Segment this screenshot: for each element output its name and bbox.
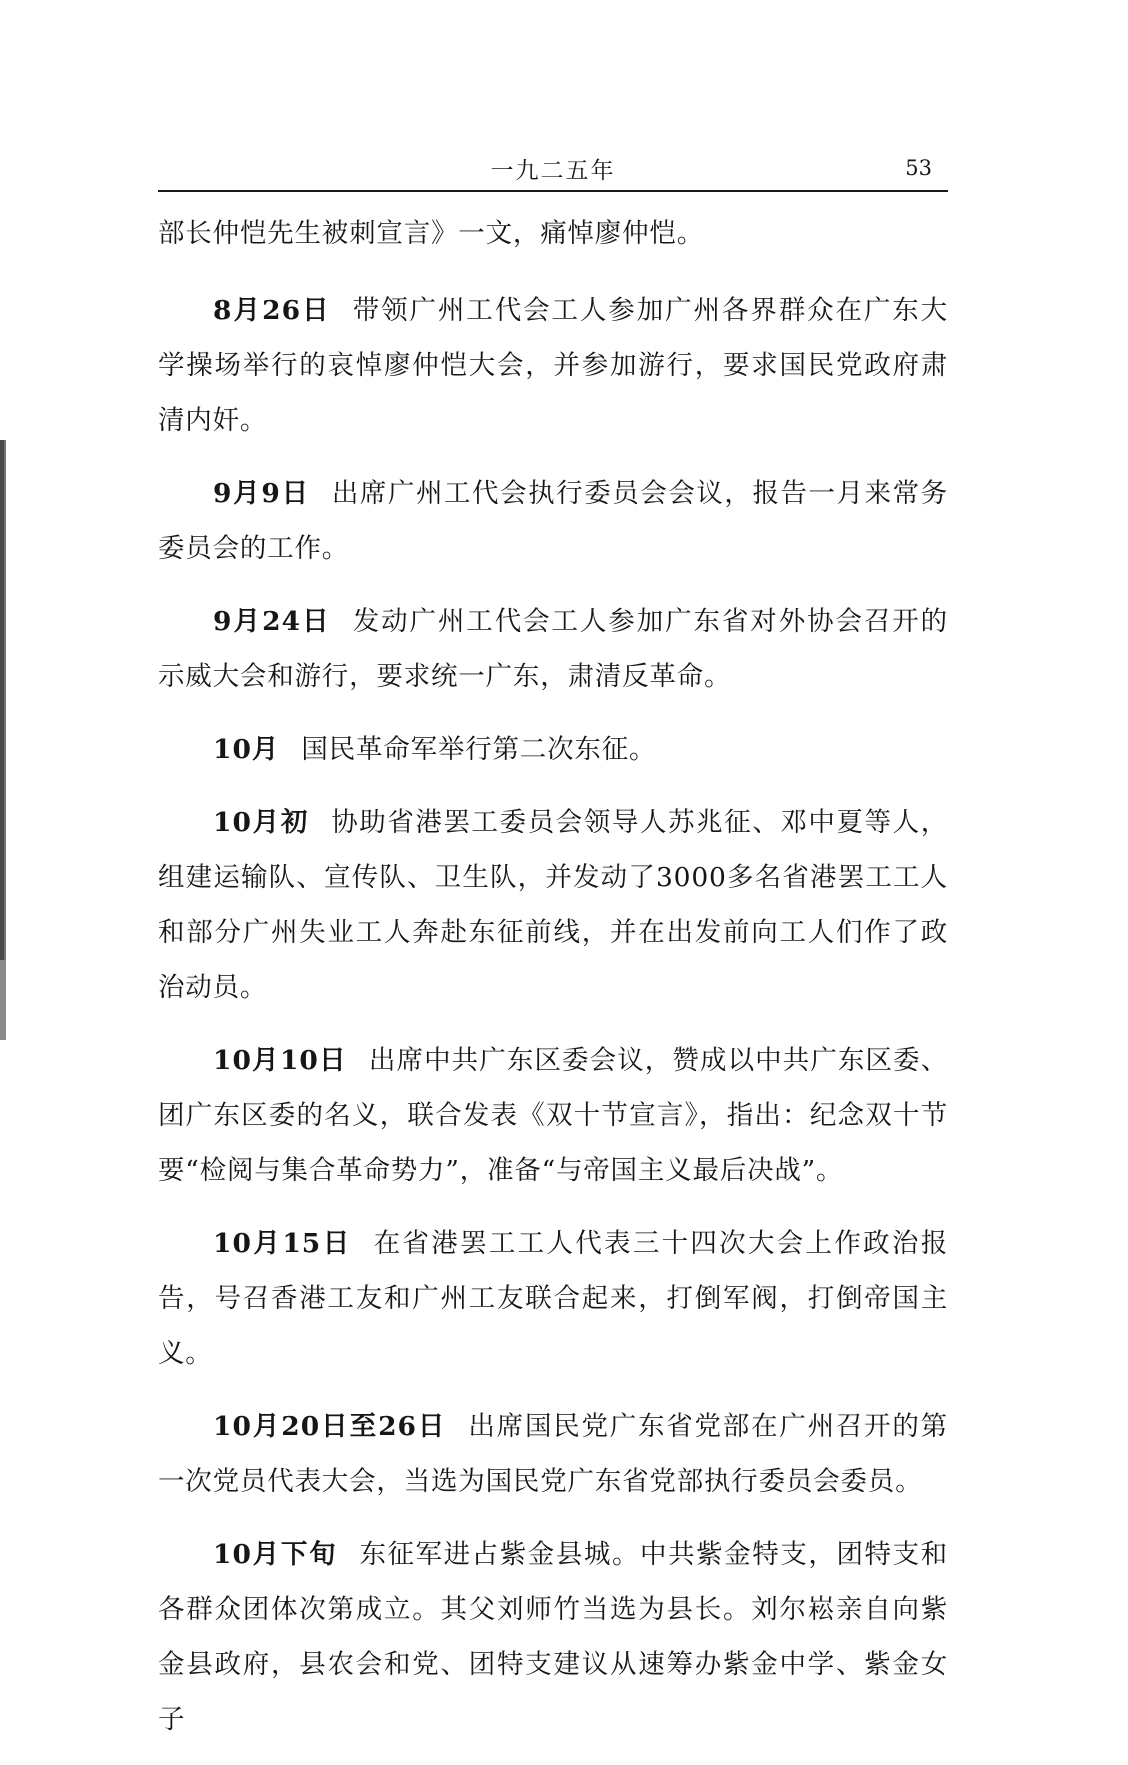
entry-text: 发动广州工代会工人参加广东省对外协会召开的示威大会和游行，要求统一广东，肃清反革命。 xyxy=(158,606,948,692)
entry-text: 部长仲恺先生被刺宣言》一文，痛悼廖仲恺。 xyxy=(158,218,704,249)
entry-text: 在省港罢工工人代表三十四次大会上作政治报告，号召香港工友和广州工友联合起来，打倒军阀，打倒帝国主义。 xyxy=(158,1228,948,1369)
entry-paragraph xyxy=(158,722,948,777)
entry-paragraph xyxy=(158,1033,948,1198)
scan-edge-shadow-lower xyxy=(0,960,6,1040)
entry-text: 出席国民党广东省党部在广州召开的第一次党员代表大会，当选为国民党广东省党部执行委员会委员。 xyxy=(158,1411,948,1497)
entry-text: 出席中共广东区委会议，赞成以中共广东区委、团广东区委的名义，联合发表《双十节宣言》，指出：纪念双十节要“检阅与集合革命势力”，准备“与帝国主义最后决战”。 xyxy=(158,1045,948,1186)
entry-date: 9月24日 xyxy=(213,606,331,637)
paragraph-continuation xyxy=(158,206,948,261)
entry-date: 10月初 xyxy=(213,807,310,838)
entry-paragraph xyxy=(158,1399,948,1509)
page-body xyxy=(158,206,948,1765)
entry-date: 10月10日 xyxy=(213,1045,347,1076)
entry-date: 10月下旬 xyxy=(213,1539,338,1570)
entry-text: 东征军进占紫金县城。中共紫金特支，团特支和各群众团体次第成立。其父刘师竹当选为县长。刘尔崧亲自向紫金县政府，县农会和党、团特支建议从速筹办紫金中学、紫金女子 xyxy=(158,1539,948,1735)
scan-edge-shadow xyxy=(0,440,10,960)
entry-text: 协助省港罢工委员会领导人苏兆征、邓中夏等人，组建运输队、宣传队、卫生队，并发动了3000多名省港罢工工人和部分广州失业工人奔赴东征前线，并在出发前向工人们作了政治动员。 xyxy=(158,807,948,1003)
header-title: 一九二五年 xyxy=(490,158,616,184)
page-number: 53 xyxy=(905,156,932,180)
entry-date: 9月9日 xyxy=(213,478,310,509)
entry-paragraph xyxy=(158,1527,948,1747)
entry-text: 出席广州工代会执行委员会会议，报告一月来常务委员会的工作。 xyxy=(158,478,948,564)
entry-text: 带领广州工代会工人参加广州各界群众在广东大学操场举行的哀悼廖仲恺大会，并参加游行，要求国民党政府肃清内奸。 xyxy=(158,295,948,436)
entry-date: 10月15日 xyxy=(213,1228,352,1259)
entry-date: 8月26日 xyxy=(213,295,331,326)
entry-paragraph xyxy=(158,795,948,1015)
entry-paragraph xyxy=(158,1216,948,1381)
entry-paragraph xyxy=(158,283,948,448)
entry-text: 国民革命军举行第二次东征。 xyxy=(301,734,657,765)
entry-date: 10月20日至26日 xyxy=(213,1411,447,1442)
header-rule xyxy=(158,190,948,192)
entry-paragraph xyxy=(158,594,948,704)
entry-paragraph xyxy=(158,466,948,576)
entry-date: 10月 xyxy=(213,734,280,765)
running-header xyxy=(160,150,946,190)
